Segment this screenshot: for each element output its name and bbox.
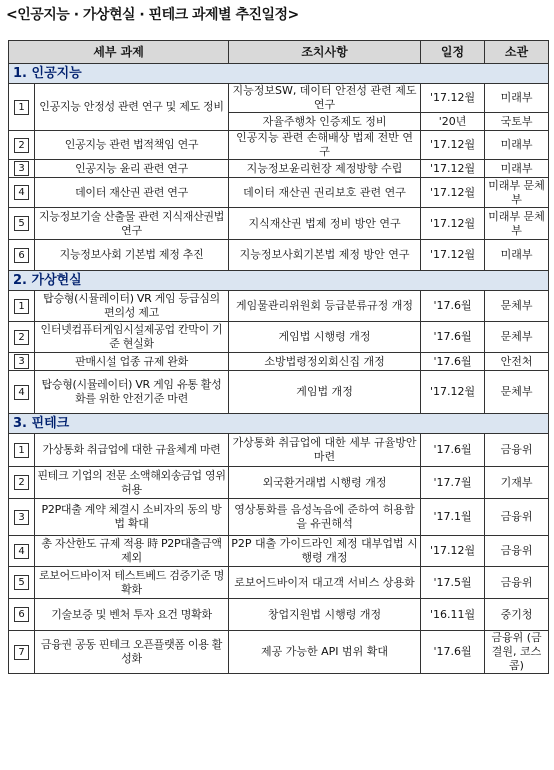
row-number-box: 1 [14,299,29,314]
row-number [9,499,35,536]
date-cell: '17.12월 [421,178,485,208]
action-cell: 지식재산권 법제 정비 방안 연구 [229,208,421,240]
table-row [9,131,549,160]
dept-cell: 미래부 문체부 [485,208,549,240]
row-number-box: 4 [14,185,29,200]
row-number [9,208,35,240]
date-cell: '17.12월 [421,131,485,160]
date-cell: '17.6월 [421,434,485,467]
task-cell: 인공지능 관련 법적책임 연구 [35,131,229,160]
action-cell: 외국환거래법 시행령 개정 [229,467,421,499]
dept-cell: 미래부 [485,160,549,178]
row-number [9,536,35,567]
row-number-box: 3 [14,354,29,369]
row-number-box: 6 [14,607,29,622]
row-number [9,353,35,371]
row-number [9,84,35,131]
row-number [9,160,35,178]
dept-cell: 문체부 [485,322,549,353]
action-cell: 영상통화를 음성녹음에 준하여 허용함을 유권해석 [229,499,421,536]
row-number [9,631,35,674]
row-number [9,240,35,271]
date-cell: '17.7월 [421,467,485,499]
action-cell: 창업지원법 시행령 개정 [229,599,421,631]
dept-cell: 중기청 [485,599,549,631]
dept-cell: 금융위 (금결원, 코스콤) [485,631,549,674]
section-label: 3. 핀테크 [9,414,549,434]
row-number-box: 2 [14,138,29,153]
row-number-box: 5 [14,575,29,590]
task-cell: 판매시설 업종 규제 완화 [35,353,229,371]
section-row [9,271,549,291]
dept-cell: 금융위 [485,499,549,536]
task-cell: 로보어드바이저 테스트베드 검증기준 명확화 [35,567,229,599]
row-number-box: 4 [14,544,29,559]
dept-cell: 국토부 [485,113,549,131]
dept-cell: 문체부 [485,291,549,322]
row-number [9,291,35,322]
table-row [9,353,549,371]
header-task: 세부 과제 [9,41,229,64]
task-cell: P2P대출 계약 체결시 소비자의 동의 방법 확대 [35,499,229,536]
action-cell: 인공지능 관련 손해배상 법제 전반 연구 [229,131,421,160]
action-cell: 게임법 개정 [229,371,421,414]
row-number-box: 3 [14,510,29,525]
row-number [9,371,35,414]
row-number [9,131,35,160]
table-row [9,536,549,567]
dept-cell: 안전처 [485,353,549,371]
table-row [9,322,549,353]
date-cell: '17.12월 [421,84,485,113]
date-cell: '17.6월 [421,291,485,322]
task-cell: 가상통화 취급업에 대한 규율체계 마련 [35,434,229,467]
dept-cell: 미래부 문체부 [485,178,549,208]
date-cell: '17.12월 [421,536,485,567]
dept-cell: 미래부 [485,84,549,113]
task-cell: 데이터 재산권 관련 연구 [35,178,229,208]
dept-cell: 금융위 [485,434,549,467]
task-cell: 탑승형(시뮬레이터) VR 게임 등급심의 편의성 제고 [35,291,229,322]
action-cell: 지능정보SW, 데이터 안전성 관련 제도연구 [229,84,421,113]
task-cell: 기술보증 및 벤처 투자 요건 명확화 [35,599,229,631]
dept-cell: 금융위 [485,536,549,567]
date-cell: '17.5월 [421,567,485,599]
header-action: 조치사항 [229,41,421,64]
section-label: 2. 가상현실 [9,271,549,291]
action-cell: 로보어드바이저 대고객 서비스 상용화 [229,567,421,599]
task-cell: 지능정보기술 산출물 관련 지식재산권법 연구 [35,208,229,240]
task-cell: 인공지능 안정성 관련 연구 및 제도 정비 [35,84,229,131]
section-row [9,64,549,84]
task-cell: 금융권 공동 핀테크 오픈플랫폼 이용 활성화 [35,631,229,674]
action-cell: 데이터 재산권 권리보호 관련 연구 [229,178,421,208]
action-cell: 게임물관리위원회 등급분류규정 개정 [229,291,421,322]
date-cell: '17.6월 [421,631,485,674]
action-cell: 지능정보사회기본법 제정 방안 연구 [229,240,421,271]
task-cell: 지능정보사회 기본법 제정 추진 [35,240,229,271]
date-cell: '17.12월 [421,371,485,414]
action-cell: 게임법 시행령 개정 [229,322,421,353]
table-row [9,499,549,536]
task-cell: 총 자산한도 규제 적용 時 P2P대출금액 제외 [35,536,229,567]
dept-cell: 문체부 [485,371,549,414]
table-row [9,178,549,208]
section-label: 1. 인공지능 [9,64,549,84]
table-row [9,567,549,599]
table-row [9,240,549,271]
action-cell: 제공 가능한 API 범위 확대 [229,631,421,674]
task-cell: 탑승형(시뮬레이터) VR 게임 유통 활성화를 위한 안전기준 마련 [35,371,229,414]
table-row [9,371,549,414]
task-cell: 인공지능 윤리 관련 연구 [35,160,229,178]
table-row [9,291,549,322]
row-number [9,599,35,631]
row-number-box: 1 [14,443,29,458]
table-body [9,64,549,674]
table-row [9,631,549,674]
action-cell: P2P 대출 가이드라인 제정 대부업법 시행령 개정 [229,536,421,567]
date-cell: '17.6월 [421,322,485,353]
row-number-box: 3 [14,161,29,176]
date-cell: '17.1월 [421,499,485,536]
row-number [9,322,35,353]
action-cell: 자율주행차 인증제도 정비 [229,113,421,131]
action-cell: 소방법령정외회신집 개정 [229,353,421,371]
row-number-box: 6 [14,248,29,263]
task-cell: 인터넷컴퓨터게임시설제공업 칸막이 기준 현실화 [35,322,229,353]
row-number-box: 5 [14,216,29,231]
row-number [9,467,35,499]
document-title: <인공지능 · 가상현실 · 핀테크 과제별 추진일정> [6,7,299,23]
row-number-box: 2 [14,330,29,345]
row-number-box: 7 [14,645,29,660]
header-date: 일정 [421,41,485,64]
dept-cell: 금융위 [485,567,549,599]
header-row [9,41,549,64]
row-number [9,434,35,467]
table-row [9,160,549,178]
row-number-box: 1 [14,100,29,115]
table-row [9,208,549,240]
table-row [9,599,549,631]
task-cell: 핀테크 기업의 전문 소액해외송금업 영위 허용 [35,467,229,499]
date-cell: '17.6월 [421,353,485,371]
date-cell: '20년 [421,113,485,131]
action-cell: 지능정보윤리헌장 제정방향 수립 [229,160,421,178]
row-number-box: 2 [14,475,29,490]
row-number [9,567,35,599]
row-number-box: 4 [14,385,29,400]
table-row [9,84,549,113]
date-cell: '17.12월 [421,240,485,271]
section-row [9,414,549,434]
action-cell: 가상통화 취급업에 대한 세부 규율방안 마련 [229,434,421,467]
date-cell: '16.11월 [421,599,485,631]
row-number [9,178,35,208]
date-cell: '17.12월 [421,160,485,178]
table-row [9,467,549,499]
dept-cell: 미래부 [485,131,549,160]
date-cell: '17.12월 [421,208,485,240]
dept-cell: 미래부 [485,240,549,271]
schedule-table [8,40,549,674]
header-dept: 소관 [485,41,549,64]
dept-cell: 기재부 [485,467,549,499]
table-row [9,434,549,467]
